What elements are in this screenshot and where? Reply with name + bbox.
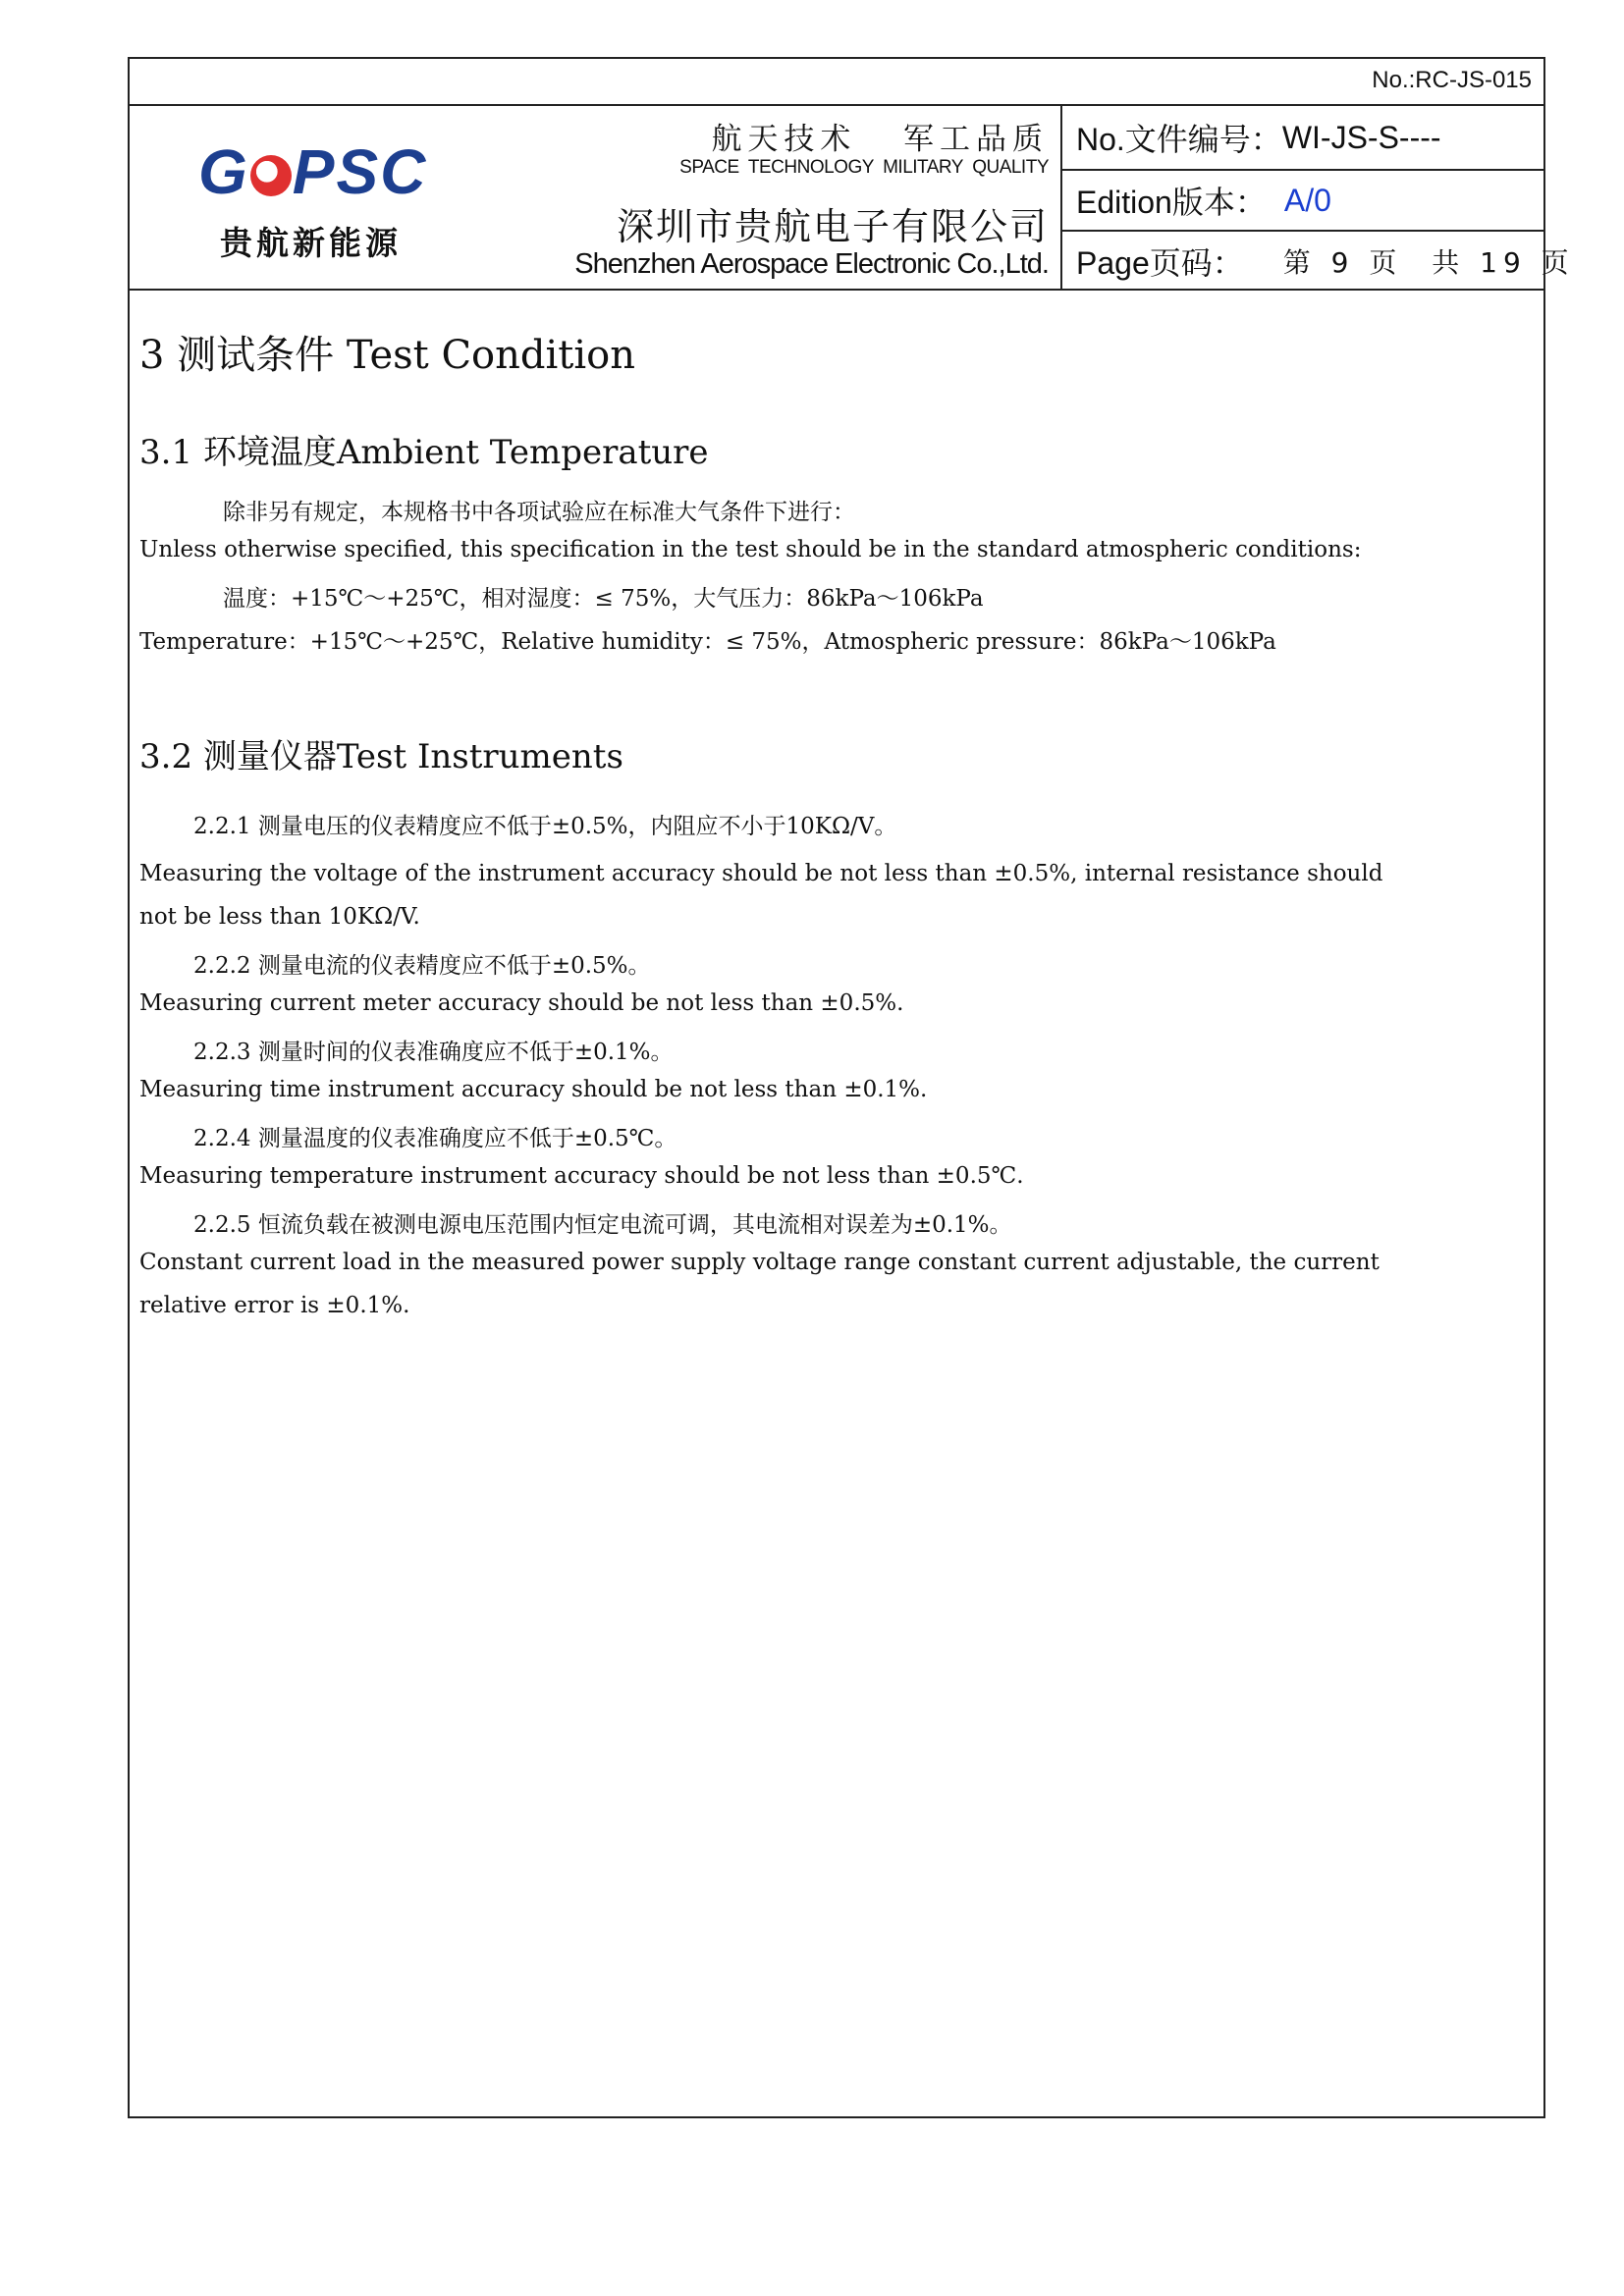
edition-value: A/0	[1283, 182, 1331, 218]
document-header	[130, 106, 1575, 291]
page-text-3: 页	[1541, 246, 1575, 279]
section-title: 3 测试条件 Test Condition	[139, 333, 635, 378]
s31-paragraph-en: Unless otherwise specified, this specification in the test should be in the standard atmospheric conditions:	[139, 537, 1362, 562]
instrument-5-en-b: relative error is ±0.1%.	[139, 1293, 410, 1318]
logo-brand	[198, 135, 427, 208]
slogan-en: SPACE TECHNOLOGY MILITARY QUALITY	[679, 157, 1049, 178]
header-meta-block	[1062, 106, 1575, 289]
page-current: 9	[1330, 246, 1355, 279]
file-number-label: No.文件编号：	[1076, 122, 1282, 157]
s31-conditions-en: Temperature：+15℃～+25℃，Relative humidity：≤ 75%，Atmospheric pressure：86kPa～106kPa	[139, 629, 1276, 655]
company-name-cn: 深圳市贵航电子有限公司	[616, 205, 1049, 248]
edition-row	[1062, 171, 1543, 232]
instrument-5-en-a: Constant current load in the measured power supply voltage range constant current adjustable, the current	[139, 1250, 1380, 1275]
doc-number-row	[130, 59, 1543, 106]
instrument-3-cn: 2.2.3 测量时间的仪表准确度应不低于±0.1%。	[193, 1040, 674, 1065]
instrument-1-en-b: not be less than 10KΩ/V.	[139, 904, 420, 930]
doc-number: No.:RC-JS-015	[1372, 67, 1532, 93]
page-row	[1062, 232, 1575, 291]
instrument-4-cn: 2.2.4 测量温度的仪表准确度应不低于±0.5℃。	[193, 1126, 677, 1151]
edition-label: Edition版本：	[1076, 185, 1267, 220]
company-logo	[198, 135, 434, 263]
instrument-3-en: Measuring time instrument accuracy should be not less than ±0.1%.	[139, 1077, 928, 1102]
instrument-2-cn: 2.2.2 测量电流的仪表精度应不低于±0.5%。	[193, 953, 651, 979]
instrument-1-cn: 2.2.1 测量电压的仪表精度应不低于±0.5%，内阻应不小于10KΩ/V。	[193, 814, 897, 839]
instrument-4-en: Measuring temperature instrument accuracy should be not less than ±0.5℃.	[139, 1163, 1024, 1189]
s31-conditions-cn: 温度：+15℃～+25℃，相对湿度：≤ 75%，大气压力：86kPa～106kPa	[223, 586, 984, 612]
slogan-cn: 航天技术 军工品质	[711, 122, 1049, 157]
logo-brand-g: G	[198, 136, 249, 207]
page-text-2: 页 共	[1369, 246, 1466, 279]
logo-orb-icon	[250, 155, 292, 196]
logo-cn-name: 贵航新能源	[220, 224, 402, 262]
page-label: Page页码：	[1076, 245, 1244, 281]
s31-paragraph-cn: 除非另有规定，本规格书中各项试验应在标准大气条件下进行：	[223, 500, 855, 525]
file-number-value: WI-JS-S----	[1281, 119, 1441, 155]
page-total: 19	[1480, 246, 1527, 279]
instrument-5-cn: 2.2.5 恒流负载在被测电源电压范围内恒定电流可调，其电流相对误差为±0.1%。	[193, 1212, 1012, 1238]
logo-brand-psc: PSC	[292, 136, 428, 207]
file-number-row	[1062, 106, 1543, 171]
page-text-1: 第	[1282, 246, 1317, 279]
company-name-en: Shenzhen Aerospace Electronic Co.,Ltd.	[574, 248, 1049, 280]
subsection-3-1-title: 3.1 环境温度Ambient Temperature	[139, 433, 709, 472]
header-company-block	[130, 106, 1062, 289]
page-indicator	[1283, 241, 1575, 281]
instrument-1-en-a: Measuring the voltage of the instrument accuracy should be not less than ±0.5%, internal resistance should	[139, 861, 1383, 886]
subsection-3-2-title: 3.2 测量仪器Test Instruments	[139, 737, 623, 776]
instrument-2-en: Measuring current meter accuracy should be not less than ±0.5%.	[139, 990, 904, 1016]
